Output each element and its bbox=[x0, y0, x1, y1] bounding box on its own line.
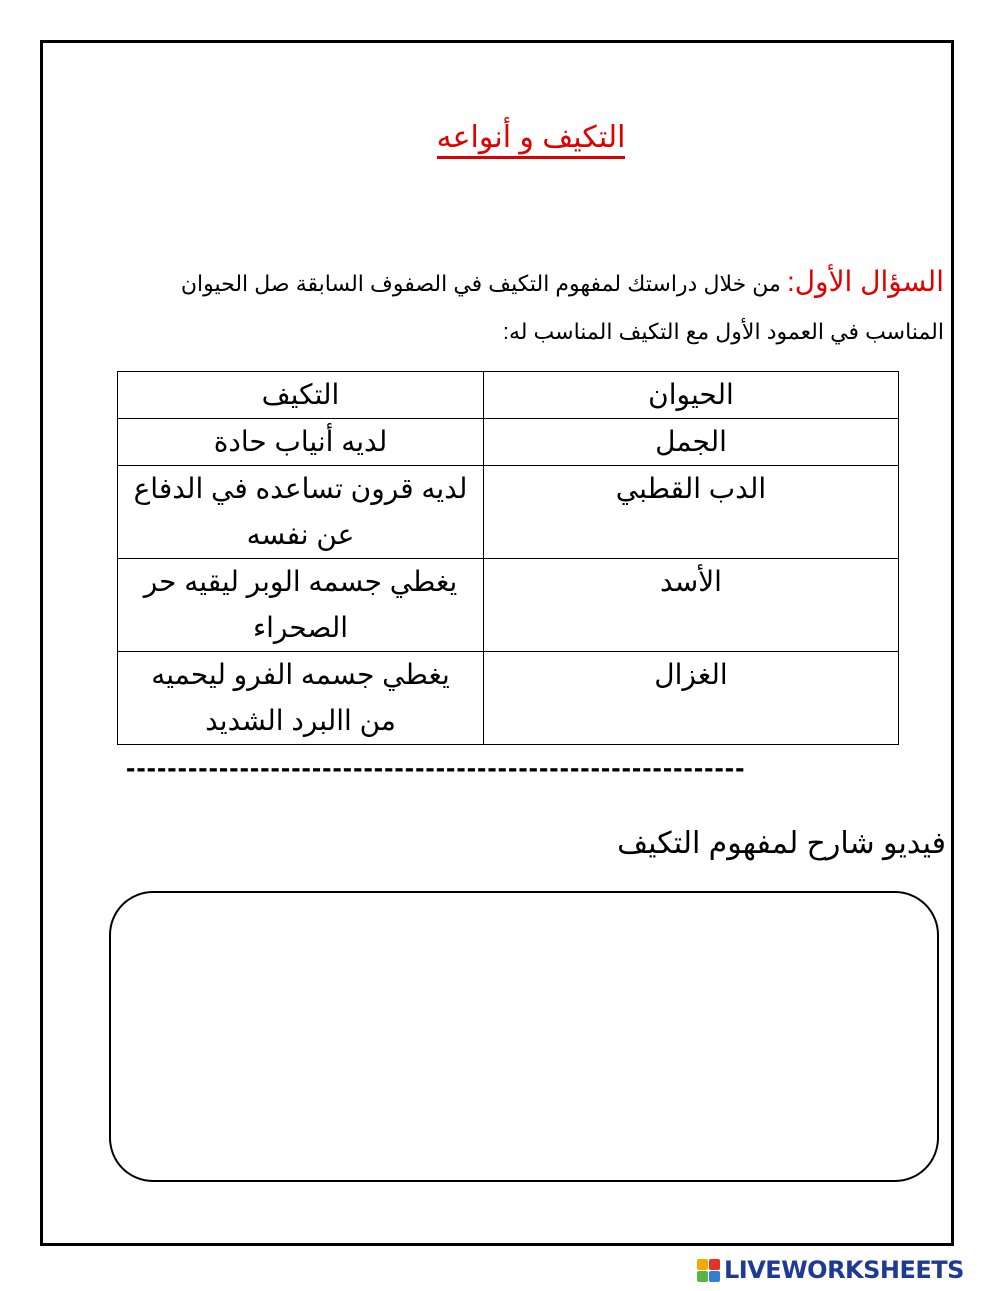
animal-cell[interactable]: الغزال bbox=[484, 652, 899, 745]
logo-tile bbox=[709, 1259, 720, 1270]
animal-cell[interactable]: الدب القطبي bbox=[484, 466, 899, 559]
question-text: من خلال دراستك لمفهوم التكيف في الصفوف السابقة صل الحيوان المناسب في العمود الأول مع التكيف المناسب له: bbox=[180, 271, 944, 344]
table-row bbox=[118, 419, 899, 466]
table-row bbox=[118, 559, 899, 652]
video-embed-box[interactable] bbox=[109, 891, 939, 1182]
logo-tile bbox=[697, 1271, 708, 1282]
header-adaptation: التكيف bbox=[118, 372, 484, 419]
dashed-separator: ------------------------------------------------------------ bbox=[126, 752, 746, 783]
logo-tile bbox=[697, 1259, 708, 1270]
liveworksheets-logo-icon bbox=[697, 1259, 720, 1282]
worksheet-title-text: التكيف و أنواعه bbox=[437, 121, 626, 159]
question-one bbox=[144, 258, 944, 356]
matching-table bbox=[117, 371, 899, 745]
video-label: فيديو شارح لمفهوم التكيف bbox=[617, 827, 946, 860]
logo-tile bbox=[709, 1271, 720, 1282]
animal-cell[interactable]: الجمل bbox=[484, 419, 899, 466]
brand-text: LIVEWORKSHEETS bbox=[724, 1256, 964, 1284]
adaptation-cell[interactable]: يغطي جسمه الوبر ليقيه حر الصحراء bbox=[118, 559, 484, 652]
table-header-row bbox=[118, 372, 899, 419]
liveworksheets-brand bbox=[697, 1257, 964, 1283]
question-label: السؤال الأول: bbox=[786, 266, 944, 297]
adaptation-cell[interactable]: لديه أنياب حادة bbox=[118, 419, 484, 466]
adaptation-cell[interactable]: يغطي جسمه الفرو ليحميه من االبرد الشديد bbox=[118, 652, 484, 745]
header-animal: الحيوان bbox=[484, 372, 899, 419]
adaptation-cell[interactable]: لديه قرون تساعده في الدفاع عن نفسه bbox=[118, 466, 484, 559]
table-row bbox=[118, 652, 899, 745]
worksheet-title bbox=[0, 118, 1000, 158]
animal-cell[interactable]: الأسد bbox=[484, 559, 899, 652]
table-row bbox=[118, 466, 899, 559]
